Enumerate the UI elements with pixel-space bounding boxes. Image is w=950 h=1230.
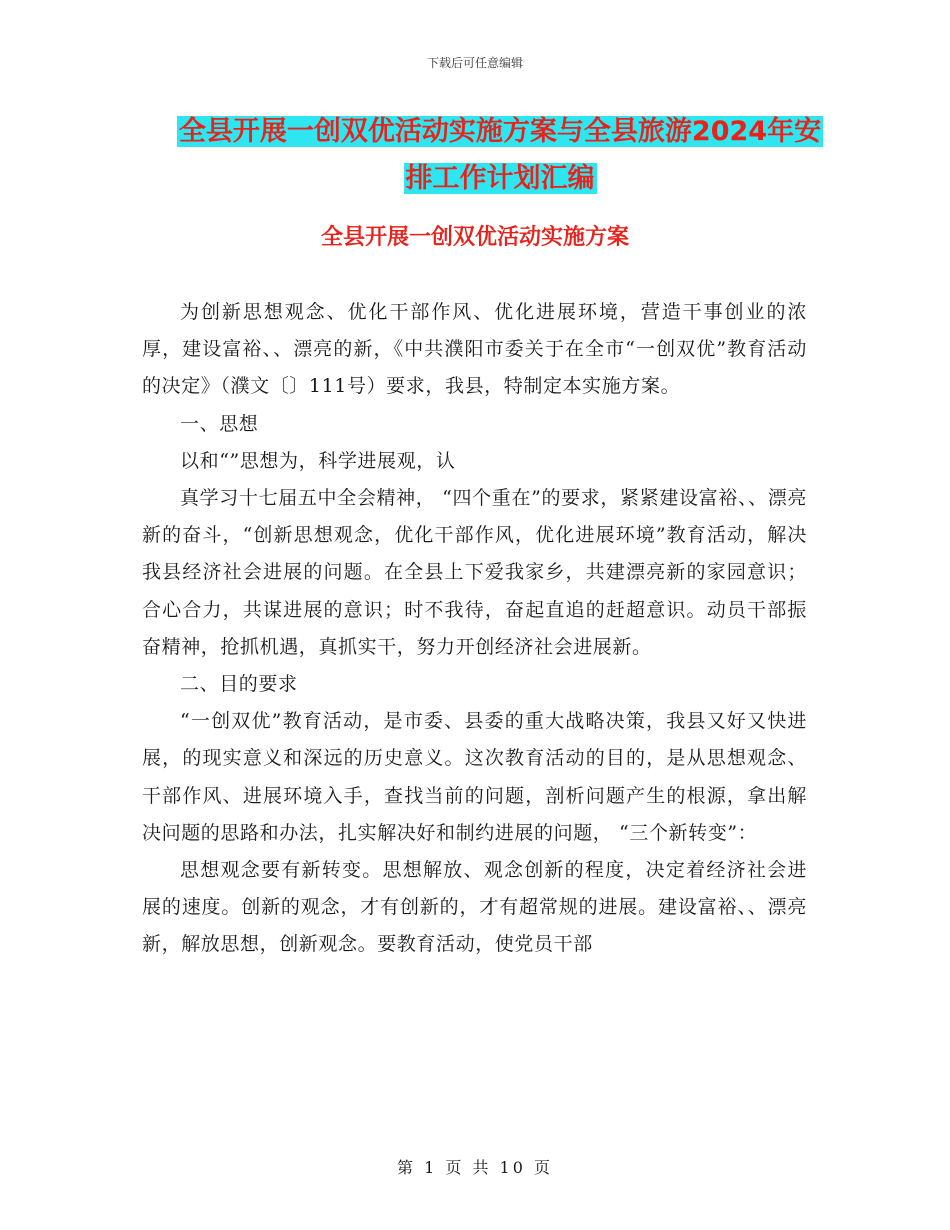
- paragraph: 真学习十七届五中全会精神， “四个重在”的要求，紧紧建设富裕、、漂亮新的奋斗，“创新思想观念，优化干部作风，优化进展环境”教育活动，解决我县经济社会进展的问题。在全县上下爱我家乡，共建漂亮新的家园意识；合心合力，共谋进展的意识；时不我待，奋起直追的赶超意识。动员干部振奋精神，抢抓机遇，真抓实干，努力开创经济社会进展新。: [142, 487, 807, 658]
- heading-ideology: 一、思想: [180, 412, 259, 435]
- paragraph: “一创双优”教育活动，是市委、县委的重大战略决策，我县又好又快进展，的现实意义和深远的历史意义。这次教育活动的目的，是从思想观念、干部作风、进展环境入手，查找当前的问题，剖析问题产生的根源，拿出解决问题的思路和办法，扎实解决好和制约进展的问题， “三个新转变”：: [142, 710, 807, 844]
- title-line-1: 全县开展一创双优活动实施方案与全县旅游2024年安: [178, 116, 822, 147]
- section-title: 全县开展一创双优活动实施方案: [320, 225, 629, 250]
- paragraph: 思想观念要有新转变。思想解放、观念创新的程度，决定着经济社会进展的速度。创新的观念，才有创新的，才有超常规的进展。建设富裕、、漂亮新，解放思想，创新观念。要教育活动，使党员干部: [142, 859, 807, 956]
- page-footer: 第 1 页 共 10 页: [397, 1158, 553, 1177]
- paragraph: 为创新思想观念、优化干部作风、优化进展环境，营造干事创业的浓厚，建设富裕、、漂亮的新，《中共濮阳市委关于在全市“一创双优”教育活动的决定》（濮文〔〕111号）要求，我县，特制定本实施方案。: [142, 301, 807, 398]
- document-title: [140, 108, 860, 202]
- heading-goals: 二、目的要求: [180, 673, 298, 696]
- body-text: [142, 294, 807, 964]
- title-line-2: 排工作计划汇编: [405, 163, 595, 194]
- header-note: 下载后可任意编辑: [426, 56, 523, 70]
- paragraph: 以和“”思想为，科学进展观，认: [180, 449, 456, 472]
